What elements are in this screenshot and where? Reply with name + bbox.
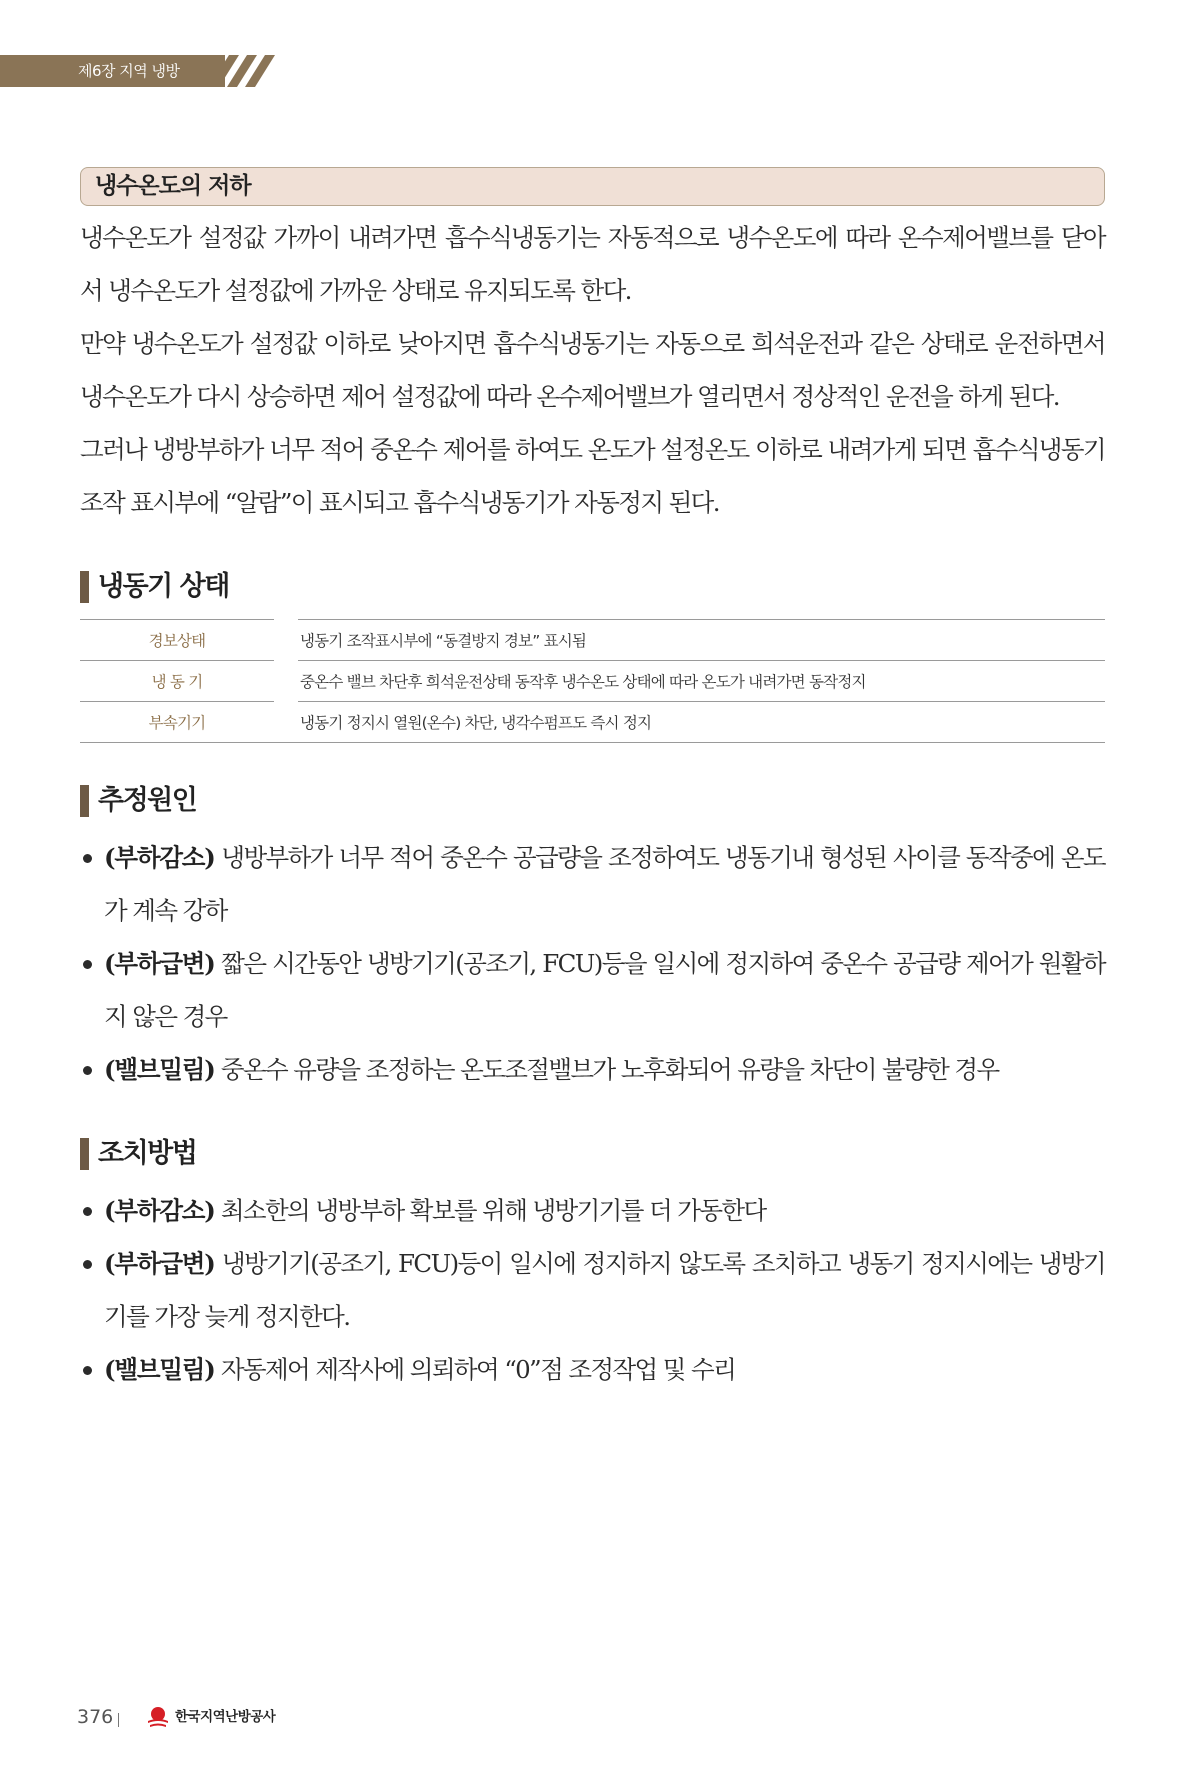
causes-list	[80, 831, 1105, 1096]
bullet-icon	[83, 1260, 92, 1269]
table-row	[80, 660, 1105, 701]
status-table	[80, 619, 1105, 743]
page-content	[80, 167, 1105, 1396]
bullet-icon	[83, 1366, 92, 1375]
list-item	[80, 1343, 1105, 1396]
item-text: 중온수 유량을 조정하는 온도조절밸브가 노후화되어 유량을 차단이 불량한 경우	[220, 1055, 999, 1084]
list-item	[80, 831, 1105, 937]
item-text: 최소한의 냉방부하 확보를 위해 냉방기기를 더 가동한다	[220, 1196, 766, 1225]
measures-heading-text: 조치방법	[98, 1138, 197, 1169]
heading-bar	[80, 1138, 89, 1170]
bullet-icon	[83, 1066, 92, 1075]
list-item	[80, 1237, 1105, 1343]
section-body	[80, 211, 1105, 529]
table-row	[80, 619, 1105, 660]
page-number: 376	[77, 1706, 114, 1728]
status-value: 중온수 밸브 차단후 희석운전상태 동작후 냉수온도 상태에 따라 온도가 내려가면 동작정지	[298, 660, 1105, 701]
status-label: 경보상태	[80, 619, 274, 660]
status-heading-text: 냉동기 상태	[98, 571, 229, 602]
heading-bar	[80, 785, 89, 817]
item-tag: (부하감소)	[104, 1196, 215, 1225]
status-heading	[80, 567, 1105, 607]
causes-heading	[80, 781, 1105, 821]
status-value: 냉동기 조작표시부에 “동결방지 경보” 표시됨	[298, 619, 1105, 660]
list-item	[80, 937, 1105, 1043]
item-text: 짧은 시간동안 냉방기기(공조기, FCU)등을 일시에 정지하여 중온수 공급량 제어가 원활하지 않은 경우	[104, 949, 1105, 1031]
item-text: 냉방기기(공조기, FCU)등이 일시에 정지하지 않도록 조치하고 냉동기 정지시에는 냉방기기를 가장 늦게 정지한다.	[104, 1249, 1105, 1331]
item-tag: (밸브밀림)	[104, 1055, 215, 1084]
list-item	[80, 1043, 1105, 1096]
paragraph: 만약 냉수온도가 설정값 이하로 낮아지면 흡수식냉동기는 자동으로 희석운전과 같은 상태로 운전하면서 냉수온도가 다시 상승하면 제어 설정값에 따라 온수제어밸브가 열리면서 정상적인 운전을 하게 된다.	[80, 329, 1105, 411]
list-item	[80, 1184, 1105, 1237]
chapter-title: 제6장 지역 냉방	[78, 62, 180, 80]
bullet-icon	[83, 960, 92, 969]
item-tag: (부하급변)	[104, 1249, 215, 1278]
footer-divider	[118, 1713, 119, 1727]
measures-heading	[80, 1134, 1105, 1174]
item-text: 냉방부하가 너무 적어 중온수 공급량을 조정하여도 냉동기내 형성된 사이클 동작중에 온도가 계속 강하	[104, 843, 1105, 925]
measures-list	[80, 1184, 1105, 1396]
kdhc-logo-icon	[145, 1704, 171, 1730]
chapter-stripes-decoration	[205, 55, 305, 87]
status-value: 냉동기 정지시 열원(온수) 차단, 냉각수펌프도 즉시 정지	[298, 701, 1105, 743]
paragraph: 냉수온도가 설정값 가까이 내려가면 흡수식냉동기는 자동적으로 냉수온도에 따라 온수제어밸브를 닫아서 냉수온도가 설정값에 가까운 상태로 유지되도록 한다.	[80, 223, 1105, 305]
heading-bar	[80, 571, 89, 603]
bullet-icon	[83, 1207, 92, 1216]
item-tag: (부하감소)	[104, 843, 215, 872]
status-label: 냉 동 기	[80, 660, 274, 701]
causes-heading-text: 추정원인	[98, 785, 197, 816]
status-label: 부속기기	[80, 701, 274, 743]
section-title: 냉수온도의 저하	[95, 173, 251, 199]
paragraph: 그러나 냉방부하가 너무 적어 중온수 제어를 하여도 온도가 설정온도 이하로 내려가게 되면 흡수식냉동기 조작 표시부에 “알람”이 표시되고 흡수식냉동기가 자동정지 된다.	[80, 435, 1105, 517]
item-text: 자동제어 제작사에 의뢰하여 “0”점 조정작업 및 수리	[220, 1355, 736, 1384]
item-tag: (밸브밀림)	[104, 1355, 215, 1384]
item-tag: (부하급변)	[104, 949, 215, 978]
section-title-box	[80, 167, 1105, 206]
bullet-icon	[83, 854, 92, 863]
organization-name: 한국지역난방공사	[175, 1709, 276, 1725]
table-row	[80, 701, 1105, 743]
